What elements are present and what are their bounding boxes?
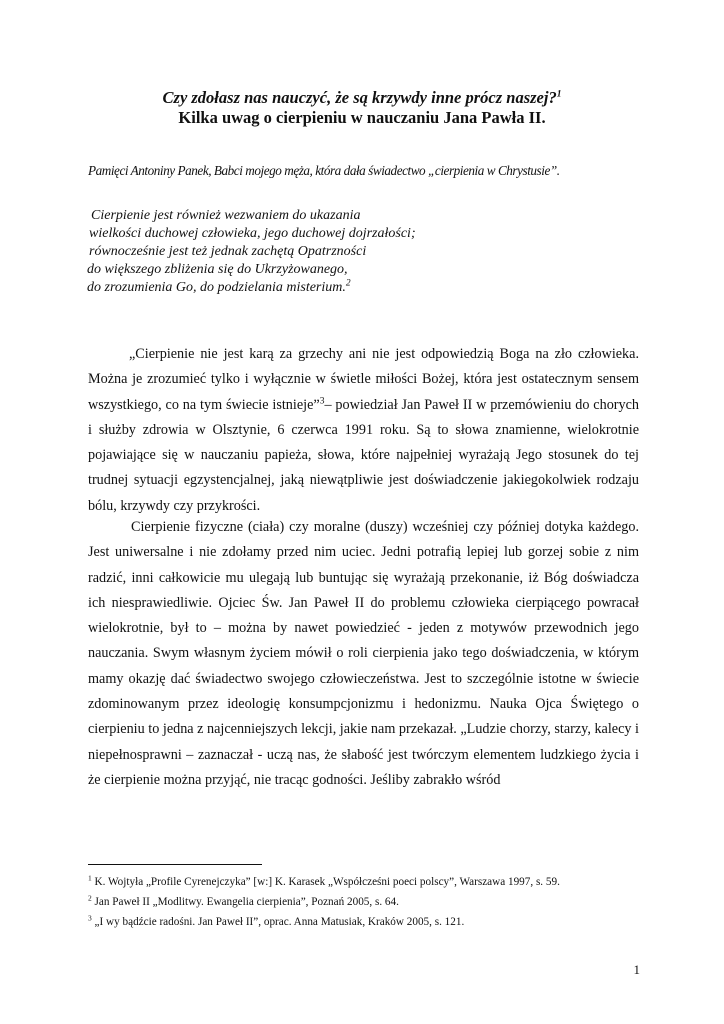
footnote-1 [88,875,560,889]
epigraph-line-3: równocześnie jest też jednak zachętą Opatrzności [89,244,367,259]
footnote-1-text: K. Wojtyła „Profile Cyrenejczyka” [w:] K. Karasek „Współcześni poeci polscy”, Warszawa 1997, s. 59. [94,876,560,888]
title-text: Czy zdołasz nas nauczyć, że są krzywdy inne prócz naszej? [162,88,557,107]
epigraph-line-5-text: do zrozumienia Go, do podzielania misterium. [87,280,346,295]
epigraph-footnote-ref: 2 [345,278,351,289]
footnote-3-text: „I wy bądźcie radośni. Jan Paweł II”, oprac. Anna Matusiak, Kraków 2005, s. 121. [94,916,465,928]
subtitle: Kilka uwag o cierpieniu w nauczaniu Jana Pawła II. [178,108,546,127]
title-line-1 [88,88,636,108]
footnote-2-number: 2 [88,893,92,903]
footnote-3 [88,915,464,929]
epigraph-line-4: do większego zbliżenia się do Ukrzyżowanego, [87,262,348,277]
paragraph-1 [88,342,639,519]
dedication: Pamięci Antoniny Panek, Babci mojego męża, która dała świadectwo „cierpienia w Chrystusie”. [88,163,560,178]
footnote-2-text: Jan Paweł II „Modlitwy. Ewangelia cierpienia”, Poznań 2005, s. 64. [94,896,399,908]
footnote-3-number: 3 [88,913,92,923]
paragraph-1-text-b: – powiedział Jan Paweł II w przemówieniu do chorych i służby zdrowia w Olsztynie, 6 czerwca 1991 roku. Są to słowa znamienne, wielokrotnie pojawiające się w nauczaniu papieża, słowa, które najpełniej wyrażają Jego stosunek do tej trudnej sytuacji egzystencjalnej, jaką niewątpliwie jest doświadczenie jakiegokolwiek rodzaju bólu, krzywdy czy przykrości. [88,396,640,514]
paragraph-2: Cierpienie fizyczne (ciała) czy moralne (duszy) wcześniej czy później dotyka każdego. Jest uniwersalne i nie zdołamy przed nim uciec. Jedni potrafią lepiej lub gorzej sobie z nim radzić, inni całkowicie mu ulegają lub buntując się wyrażają przekonanie, iż Bóg doświadcza ich niesprawiedliwie. Ojciec Św. Jan Paweł II do problemu człowieka cierpiącego powracał wielokrotnie, był to – można by nawet powiedzieć - jeden z motywów przewodnich jego nauczania. Swym własnym życiem mówił o roli cierpienia jako tego doświadczenia, w którym mamy okazję dać świadectwo swojego człowieczeństwa. Jest to szczególnie istotne w świecie zdominowanym przez ideologię konsumpcjonizmu i hedonizmu. Nauka Ojca Świętego o cierpieniu to jedna z najcenniejszych lekcji, jakie nam przekazał. „Ludzie chorzy, starzy, kalecy i niepełnosprawni – zaznaczał - uczą nas, że słabość jest twórczym elementem ludzkiego życia i że cierpienie można przyjąć, nie tracąc godności. Jeśliby zabrakło wśród [88,519,639,788]
epigraph-line-1: Cierpienie jest również wezwaniem do ukazania [91,208,361,223]
paragraph-1-text-a: „Cierpienie nie jest karą za grzechy ani nie jest odpowiedzią Boga na zło człowieka. Można je zrozumieć tylko i wyłącznie w świetle miłości Bożej, która jest ostatecznym sensem wszystkiego, co na tym świecie istnieje” [88,346,639,413]
paragraph-1-footnote-ref: 3 [319,395,325,406]
epigraph-line-2: wielkości duchowej człowieka, jego duchowej dojrzałości; [89,226,416,241]
footnote-separator [88,864,262,865]
title-footnote-ref: 1 [556,89,562,100]
footnote-2 [88,895,399,909]
epigraph-line-5 [87,279,351,297]
footnote-1-number: 1 [88,873,92,883]
page-number: 1 [633,962,640,977]
